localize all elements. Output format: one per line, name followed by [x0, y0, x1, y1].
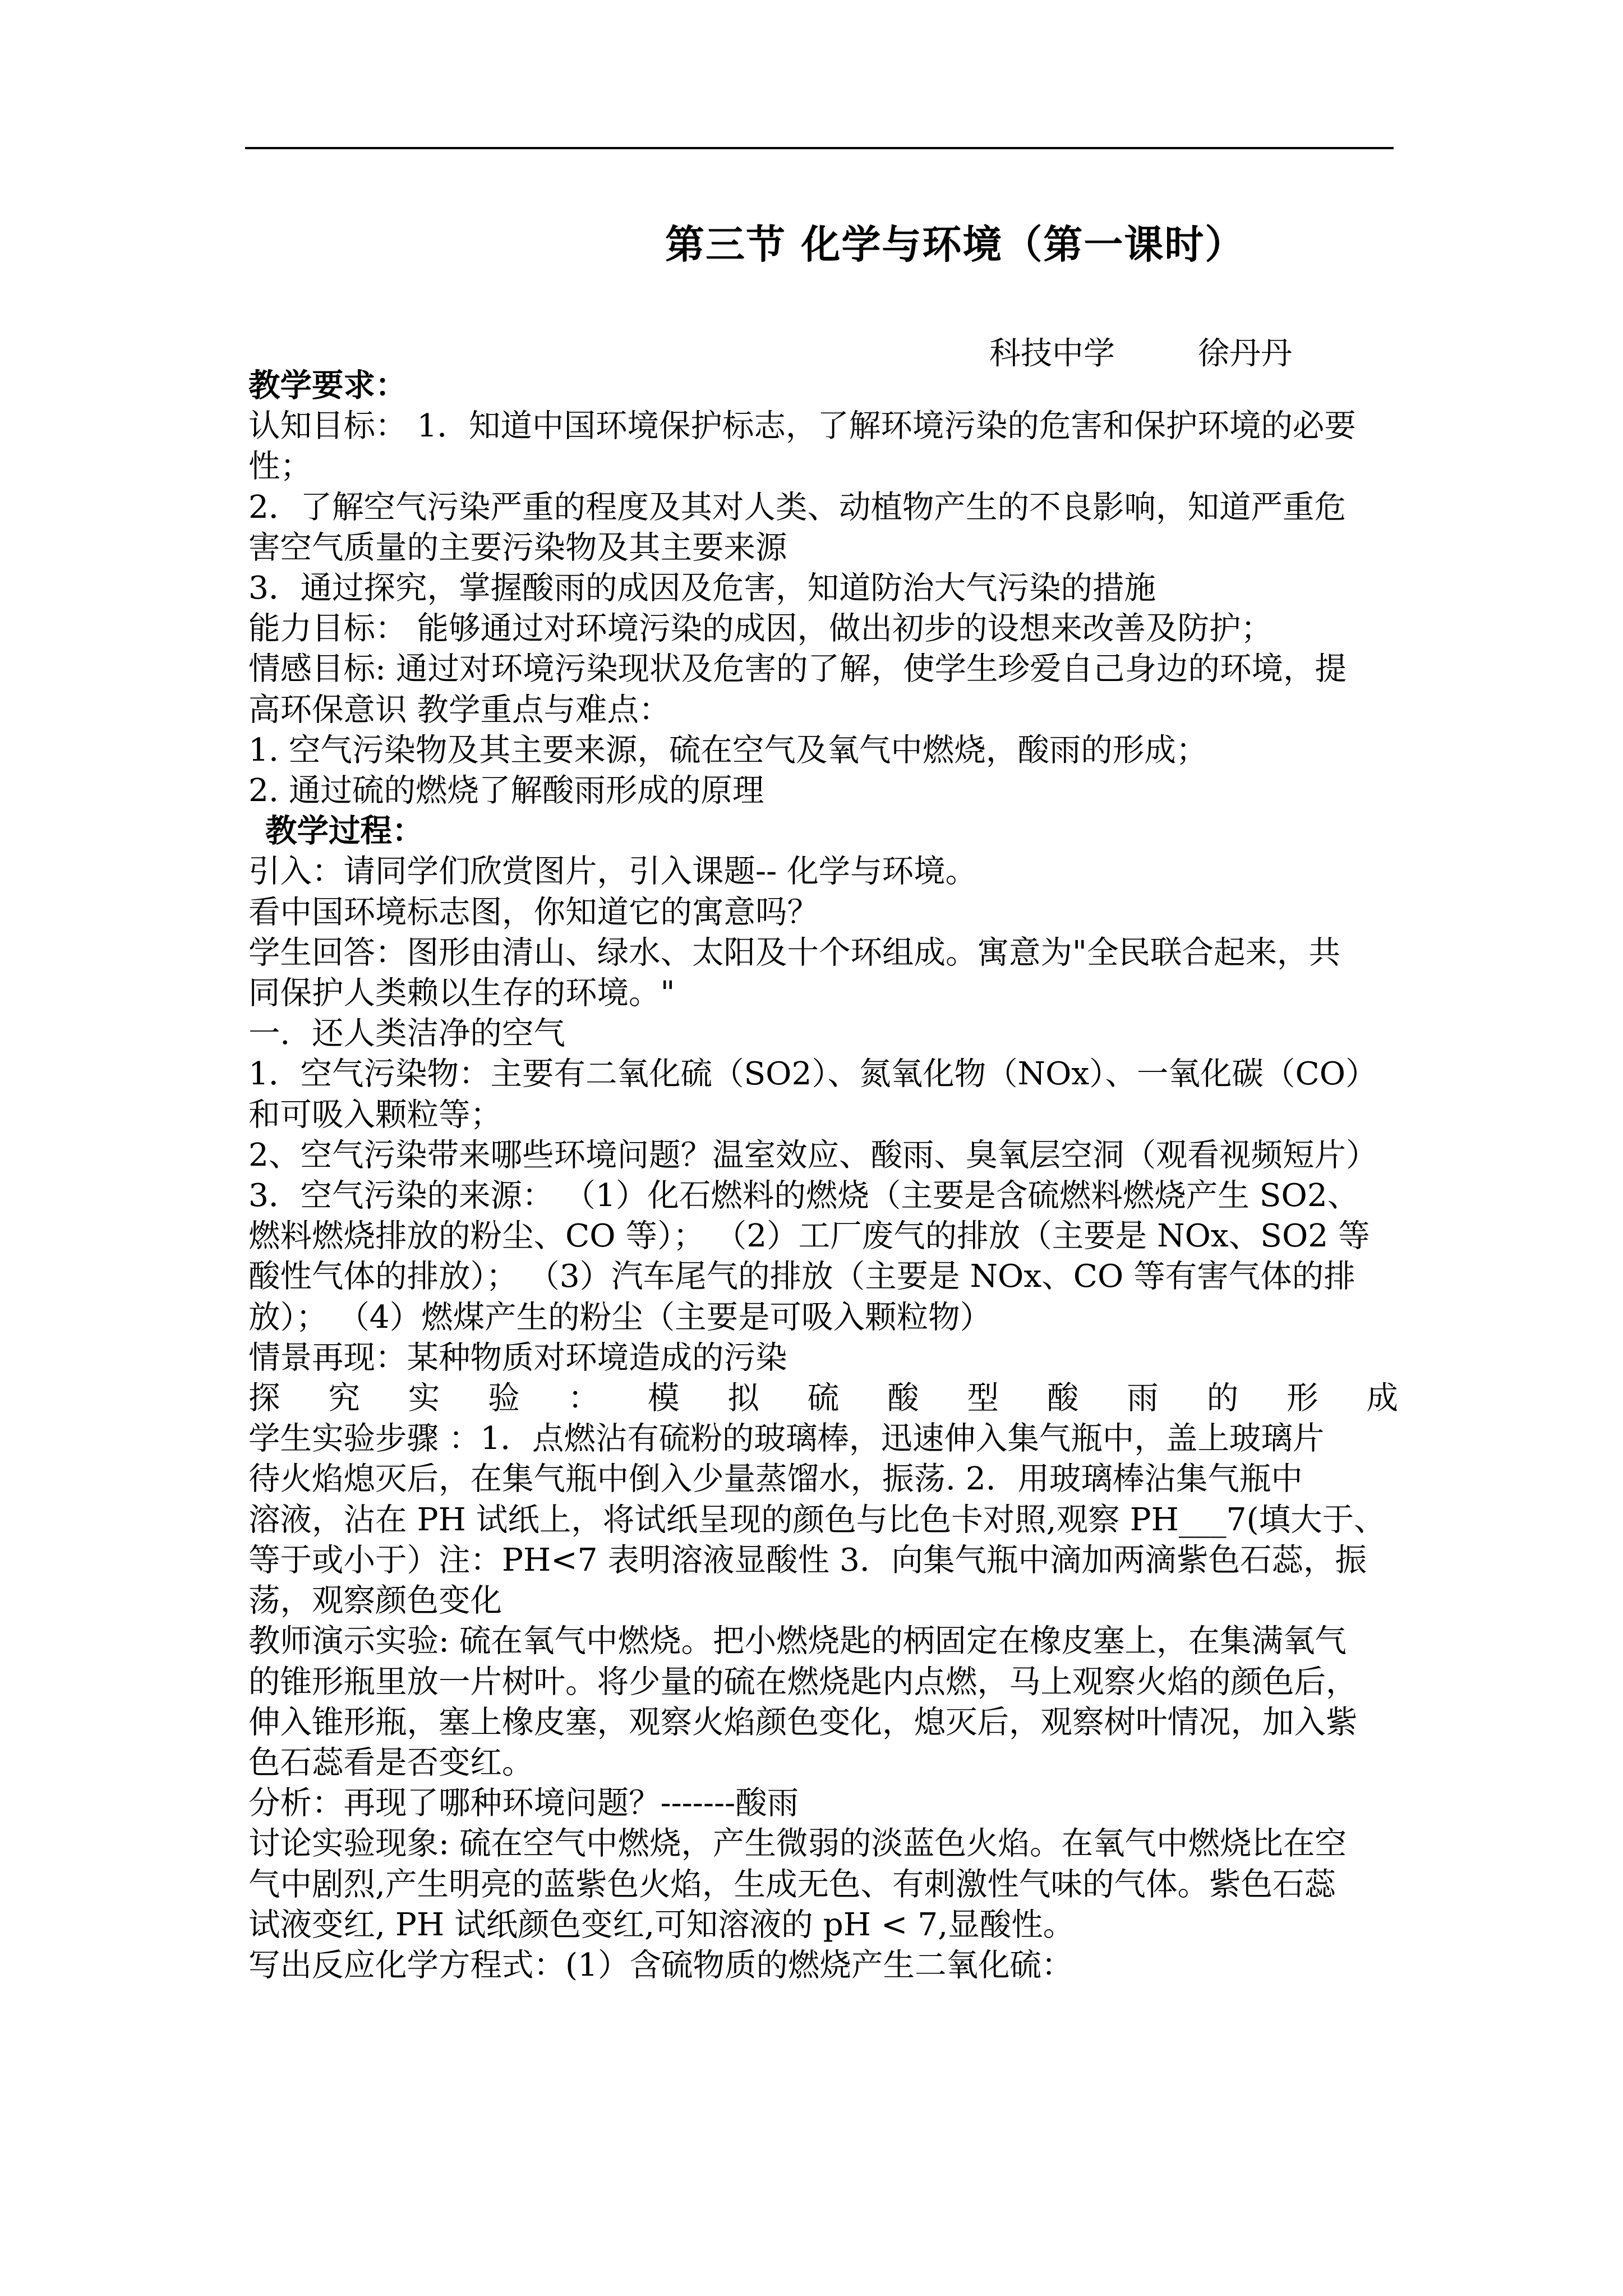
paragraph-line: 等于或小于）注：PH<7 表明溶液显酸性 3．向集气瓶中滴加两滴紫色石蕊，振 [248, 1542, 1367, 1579]
header-rule [245, 147, 1394, 149]
paragraph-line: 能力目标： 能够通过对环境污染的成因，做出初步的设想来改善及防护； [248, 610, 1272, 647]
paragraph-line: 酸性气体的排放）； （3）汽车尾气的排放（主要是 NOx、CO 等有害气体的排 [248, 1258, 1355, 1295]
paragraph-line: 害空气质量的主要污染物及其主要来源 [248, 529, 787, 566]
teacher-name: 徐丹丹 [1198, 335, 1292, 372]
paragraph-line: 的锥形瓶里放一片树叶。将少量的硫在燃烧匙内点燃，马上观察火焰的颜色后， [248, 1663, 1358, 1700]
paragraph-line: 待火焰熄灭后，在集气瓶中倒入少量蒸馏水，振荡. 2．用玻璃棒沾集气瓶中 [248, 1461, 1303, 1498]
paragraph-line: 1．空气污染物：主要有二氧化硫（SO2）、氮氧化物（NOx）、一氧化碳（CO） [248, 1056, 1377, 1093]
page-title: 第三节 化学与环境（第一课时） [665, 222, 1246, 268]
paragraph-line: 和可吸入颗粒等； [248, 1096, 502, 1133]
paragraph-line: 分析：再现了哪种环境问题？-------酸雨 [248, 1785, 799, 1822]
paragraph-line: 试液变红, PH 试纸颜色变红,可知溶液的 pH < 7,显酸性。 [248, 1906, 1075, 1943]
paragraph-line: 燃料燃烧排放的粉尘、CO 等）； （2）工厂废气的排放（主要是 NOx、SO2 等 [248, 1218, 1370, 1255]
paragraph-line: 学生实验步骤 ：1．点燃沾有硫粉的玻璃棒，迅速伸入集气瓶中，盖上玻璃片 [248, 1420, 1325, 1457]
paragraph-line: 教师演示实验: 硫在氧气中燃烧。把小燃烧匙的柄固定在橡皮塞上，在集满氧气 [248, 1623, 1347, 1660]
paragraph-line: 气中剧烈,产生明亮的蓝紫色火焰，生成无色、有刺激性气味的气体。紫色石蕊 [248, 1866, 1336, 1903]
paragraph-line: 看中国环境标志图，你知道它的寓意吗？ [248, 894, 819, 931]
paragraph-line: 情感目标: 通过对环境污染现状及危害的了解，使学生珍爱自己身边的环境，提 [248, 651, 1347, 688]
section-heading-process: 教学过程： [265, 813, 424, 850]
paragraph-line: 3．通过探究，掌握酸雨的成因及危害，知道防治大气污染的措施 [248, 570, 1156, 607]
paragraph-line: 1. 空气污染物及其主要来源，硫在空气及氧气中燃烧，酸雨的形成； [248, 731, 1208, 769]
paragraph-line: 学生回答：图形由清山、绿水、太阳及十个环组成。寓意为"全民联合起来，共 [248, 934, 1340, 971]
paragraph-line: 高环保意识 教学重点与难点： [248, 691, 671, 728]
paragraph-line: 荡，观察颜色变化 [248, 1582, 502, 1619]
paragraph-line: 写出反应化学方程式：(1）含硫物质的燃烧产生二氧化硫： [248, 1947, 1073, 1984]
paragraph-line: 同保护人类赖以生存的环境。" [248, 975, 675, 1012]
paragraph-line: 2、空气污染带来哪些环境问题？温室效应、酸雨、臭氧层空洞（观看视频短片） [248, 1137, 1378, 1174]
paragraph-line: 认知目标： 1．知道中国环境保护标志，了解环境污染的危害和保护环境的必要 [248, 408, 1356, 445]
paragraph-line: 伸入锥形瓶，塞上橡皮塞，观察火焰颜色变化，熄灭后，观察树叶情况，加入紫 [248, 1704, 1358, 1741]
section-heading-requirements: 教学要求： [248, 367, 407, 404]
experiment-title-line: 探 究 实 验 ： 模 拟 硫 酸 型 酸 雨 的 形 成 [248, 1380, 1398, 1417]
paragraph-line: 2. 通过硫的燃烧了解酸雨形成的原理 [248, 772, 764, 809]
paragraph-line: 引入：请同学们欣赏图片，引入课题-- 化学与环境。 [248, 853, 978, 890]
paragraph-line: 讨论实验现象: 硫在空气中燃烧，产生微弱的淡蓝色火焰。在氧气中燃烧比在空 [248, 1825, 1347, 1862]
paragraph-line: 性； [248, 448, 312, 485]
paragraph-line: 一．还人类洁净的空气 [248, 1015, 565, 1052]
paragraph-line: 情景再现：某种物质对环境造成的污染 [248, 1339, 787, 1376]
paragraph-line: 3．空气污染的来源： （1）化石燃料的燃烧（主要是含硫燃料燃烧产生 SO2、 [248, 1177, 1359, 1214]
document-body [248, 366, 1398, 1986]
paragraph-line: 2．了解空气污染严重的程度及其对人类、动植物产生的不良影响，知道严重危 [248, 489, 1346, 526]
paragraph-line: 溶液，沾在 PH 试纸上，将试纸呈现的颜色与比色卡对照,观察 PH___7(填大于、 [248, 1501, 1386, 1538]
paragraph-line: 色石蕊看是否变红。 [248, 1744, 534, 1781]
school-name: 科技中学 [989, 335, 1115, 372]
paragraph-line: 放）； （4）燃煤产生的粉尘（主要是可吸入颗粒物） [248, 1299, 992, 1336]
